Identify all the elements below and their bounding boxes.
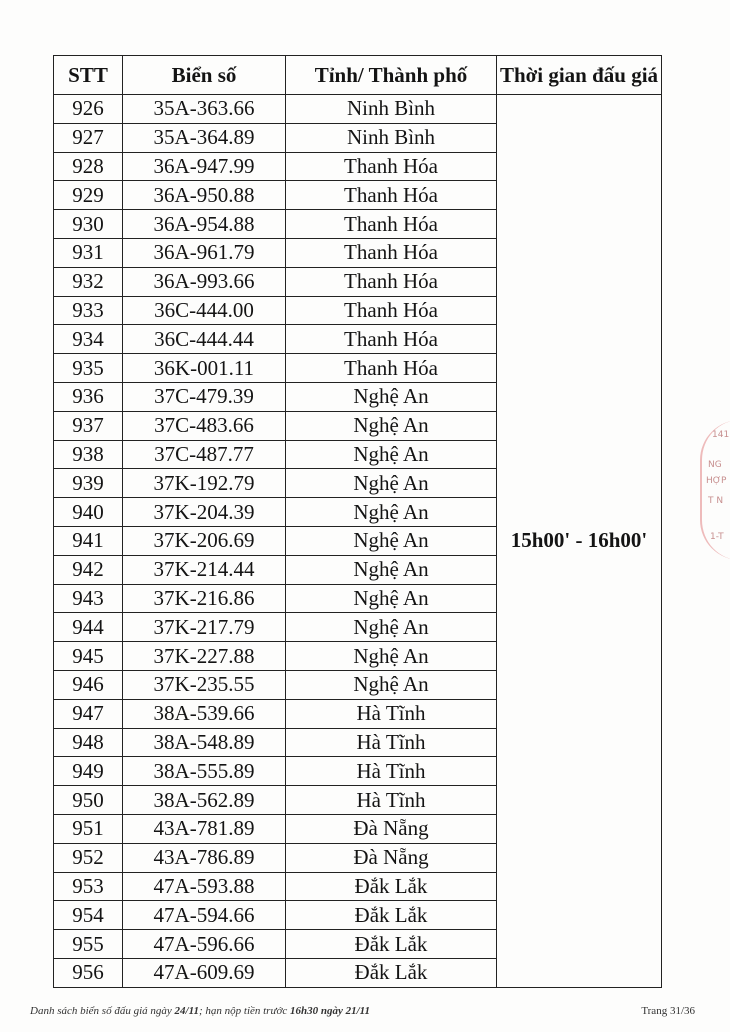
cell-plate: 37K-206.69 — [123, 526, 286, 555]
cell-stt: 939 — [54, 469, 123, 498]
cell-province: Đắk Lắk — [286, 872, 497, 901]
cell-province: Thanh Hóa — [286, 181, 497, 210]
cell-province: Thanh Hóa — [286, 152, 497, 181]
cell-province: Đắk Lắk — [286, 901, 497, 930]
cell-plate: 36K-001.11 — [123, 354, 286, 383]
stamp-text-2: NG — [708, 460, 722, 470]
cell-stt: 952 — [54, 843, 123, 872]
cell-stt: 926 — [54, 95, 123, 124]
cell-province: Nghệ An — [286, 670, 497, 699]
cell-plate: 37C-483.66 — [123, 411, 286, 440]
cell-province: Thanh Hóa — [286, 296, 497, 325]
cell-province: Nghệ An — [286, 498, 497, 527]
cell-plate: 37K-204.39 — [123, 498, 286, 527]
stamp-text-1: 141 — [712, 430, 730, 440]
cell-stt: 927 — [54, 123, 123, 152]
cell-stt: 955 — [54, 930, 123, 959]
table-header-row — [54, 56, 662, 95]
cell-province: Nghệ An — [286, 555, 497, 584]
cell-province: Nghệ An — [286, 642, 497, 671]
cell-plate: 37K-235.55 — [123, 670, 286, 699]
cell-province: Nghệ An — [286, 469, 497, 498]
cell-plate: 47A-594.66 — [123, 901, 286, 930]
cell-plate: 47A-593.88 — [123, 872, 286, 901]
cell-stt: 936 — [54, 382, 123, 411]
cell-province: Nghệ An — [286, 613, 497, 642]
cell-stt: 941 — [54, 526, 123, 555]
cell-province: Ninh Bình — [286, 123, 497, 152]
cell-plate: 37C-479.39 — [123, 382, 286, 411]
header-plate: Biển số — [123, 56, 286, 95]
cell-province: Nghệ An — [286, 526, 497, 555]
cell-province: Nghệ An — [286, 440, 497, 469]
cell-stt: 932 — [54, 267, 123, 296]
cell-stt: 945 — [54, 642, 123, 671]
cell-stt: 946 — [54, 670, 123, 699]
cell-stt: 956 — [54, 958, 123, 987]
cell-stt: 942 — [54, 555, 123, 584]
cell-plate: 36A-954.88 — [123, 210, 286, 239]
cell-stt: 954 — [54, 901, 123, 930]
cell-plate: 43A-786.89 — [123, 843, 286, 872]
cell-plate: 38A-539.66 — [123, 699, 286, 728]
cell-province: Thanh Hóa — [286, 267, 497, 296]
cell-plate: 37K-227.88 — [123, 642, 286, 671]
footer-deadline: 16h30 ngày 21/11 — [289, 1005, 371, 1017]
cell-province: Thanh Hóa — [286, 238, 497, 267]
cell-stt: 933 — [54, 296, 123, 325]
footer-auction-date: 24/11 — [174, 1005, 199, 1017]
cell-province: Đà Nẵng — [286, 814, 497, 843]
cell-province: Đà Nẵng — [286, 843, 497, 872]
cell-province: Hà Tĩnh — [286, 699, 497, 728]
cell-plate: 35A-363.66 — [123, 95, 286, 124]
cell-plate: 43A-781.89 — [123, 814, 286, 843]
cell-plate: 37K-217.79 — [123, 613, 286, 642]
cell-stt: 929 — [54, 181, 123, 210]
cell-stt: 938 — [54, 440, 123, 469]
stamp-text-5: 1-T — [710, 532, 724, 542]
cell-plate: 47A-609.69 — [123, 958, 286, 987]
auction-table — [53, 55, 662, 988]
cell-province: Hà Tĩnh — [286, 728, 497, 757]
header-province: Tỉnh/ Thành phố — [286, 56, 497, 95]
cell-stt: 937 — [54, 411, 123, 440]
footer-note — [30, 1005, 370, 1017]
cell-stt: 943 — [54, 584, 123, 613]
cell-province: Thanh Hóa — [286, 210, 497, 239]
cell-province: Nghệ An — [286, 382, 497, 411]
cell-plate: 37K-216.86 — [123, 584, 286, 613]
cell-plate: 36A-961.79 — [123, 238, 286, 267]
cell-stt: 947 — [54, 699, 123, 728]
cell-plate: 47A-596.66 — [123, 930, 286, 959]
cell-stt: 951 — [54, 814, 123, 843]
stamp-fragment — [700, 420, 730, 560]
cell-stt: 953 — [54, 872, 123, 901]
cell-stt: 949 — [54, 757, 123, 786]
cell-plate: 37C-487.77 — [123, 440, 286, 469]
cell-plate: 36A-993.66 — [123, 267, 286, 296]
footer-prefix: Danh sách biển số đấu giá ngày — [30, 1005, 175, 1017]
cell-plate: 38A-548.89 — [123, 728, 286, 757]
cell-province: Nghệ An — [286, 584, 497, 613]
header-time: Thời gian đấu giá — [497, 56, 662, 95]
cell-plate: 37K-192.79 — [123, 469, 286, 498]
stamp-text-3: HỢP — [706, 476, 727, 486]
cell-stt: 931 — [54, 238, 123, 267]
cell-auction-time: 15h00' - 16h00' — [497, 95, 662, 988]
footer-middle: ; hạn nộp tiền trước — [198, 1005, 290, 1017]
cell-province: Hà Tĩnh — [286, 786, 497, 815]
cell-plate: 38A-555.89 — [123, 757, 286, 786]
cell-stt: 934 — [54, 325, 123, 354]
cell-stt: 948 — [54, 728, 123, 757]
cell-province: Thanh Hóa — [286, 354, 497, 383]
cell-stt: 930 — [54, 210, 123, 239]
cell-plate: 36A-950.88 — [123, 181, 286, 210]
header-stt: STT — [54, 56, 123, 95]
page-number: Trang 31/36 — [641, 1005, 695, 1017]
stamp-text-4: T N — [708, 496, 724, 506]
cell-stt: 944 — [54, 613, 123, 642]
cell-plate: 38A-562.89 — [123, 786, 286, 815]
cell-province: Đắk Lắk — [286, 958, 497, 987]
cell-province: Thanh Hóa — [286, 325, 497, 354]
cell-stt: 928 — [54, 152, 123, 181]
cell-stt: 935 — [54, 354, 123, 383]
cell-plate: 36C-444.44 — [123, 325, 286, 354]
table-row — [54, 95, 662, 124]
cell-plate: 36A-947.99 — [123, 152, 286, 181]
cell-province: Hà Tĩnh — [286, 757, 497, 786]
cell-stt: 950 — [54, 786, 123, 815]
cell-province: Đắk Lắk — [286, 930, 497, 959]
cell-province: Nghệ An — [286, 411, 497, 440]
cell-plate: 35A-364.89 — [123, 123, 286, 152]
cell-province: Ninh Bình — [286, 95, 497, 124]
cell-plate: 36C-444.00 — [123, 296, 286, 325]
cell-plate: 37K-214.44 — [123, 555, 286, 584]
cell-stt: 940 — [54, 498, 123, 527]
